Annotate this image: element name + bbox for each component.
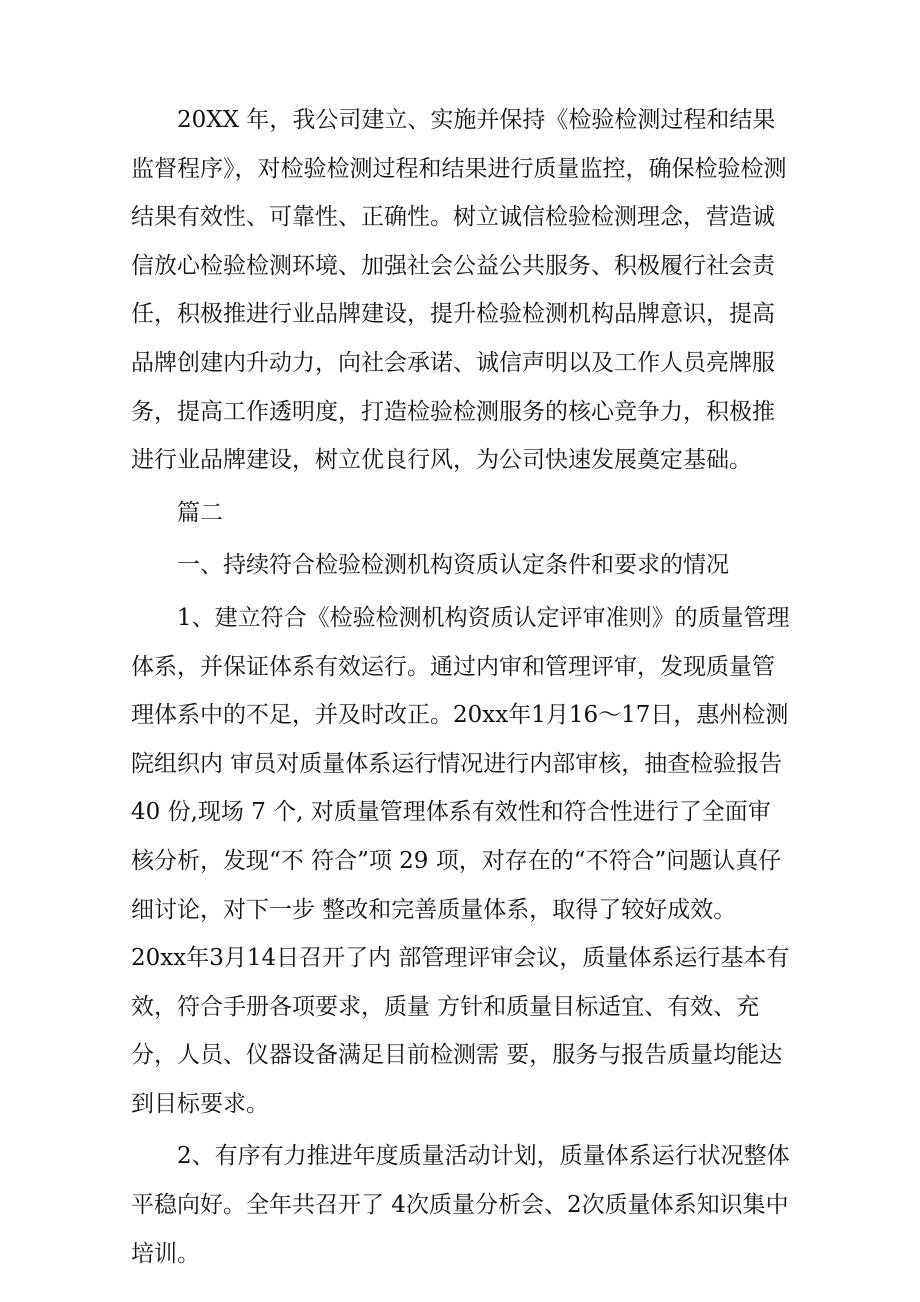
paragraph-item-2: 2、有序有力推进年度质量活动计划，质量体系运行状况整体平稳向好。全年共召开了 4次质量分析会、2次质量体系知识集中培训。 bbox=[131, 1143, 790, 1267]
paragraph-intro: 20XX 年，我公司建立、实施并保持《检验检测过程和结果监督程序》，对检验检测过程和结果进行质量监控，确保检验检测结果有效性、可靠性、正确性。树立诚信检验检测理念，营造诚信放心检验检测环境、加强社会公益公共服务、积极履行社会责任，积极推进行业品牌建设，提升检验检测机构品牌意识，提高品牌创建内升动力，向社会承诺、诚信声明以及工作人员亮牌服务，提高工作透明度，打造检验检测服务的核心竞争力，积极推进行业品牌建设，树立优良行风，为公司快速发展奠定基础。 bbox=[131, 107, 787, 474]
document-body bbox=[131, 96, 791, 1278]
section-heading-qualification: 一、持续符合检验检测机构资质认定条件和要求的情况 bbox=[177, 552, 729, 579]
paragraph-item-1: 1、建立符合《检验检测机构资质认定评审准则》的质量管理体系，并保证体系有效运行。通过内审和管理评审，发现质量管理体系中的不足，并及时改正。20xx年1月16～17日，惠州检测院组织内 审员对质量体系运行情况进行内部审核，抽查检验报告40 份,现场 7 个, 对质量管理体系有效性和符合性进行了全面审核分析，发现“不 符合”项 29 项，对存在的“不符合”问题认真仔细讨论，对下一步 整改和完善质量体系，取得了较好成效。20xx年3月14日召开了内 部管理评审会议，质量体系运行基本有效，符合手册各项要求，质量 方针和质量目标适宜、有效、充分，人员、仪器设备满足目前检测需 要，服务与报告质量均能达到目标要求。 bbox=[131, 604, 790, 1117]
section-heading-part-two: 篇二 bbox=[177, 499, 223, 526]
